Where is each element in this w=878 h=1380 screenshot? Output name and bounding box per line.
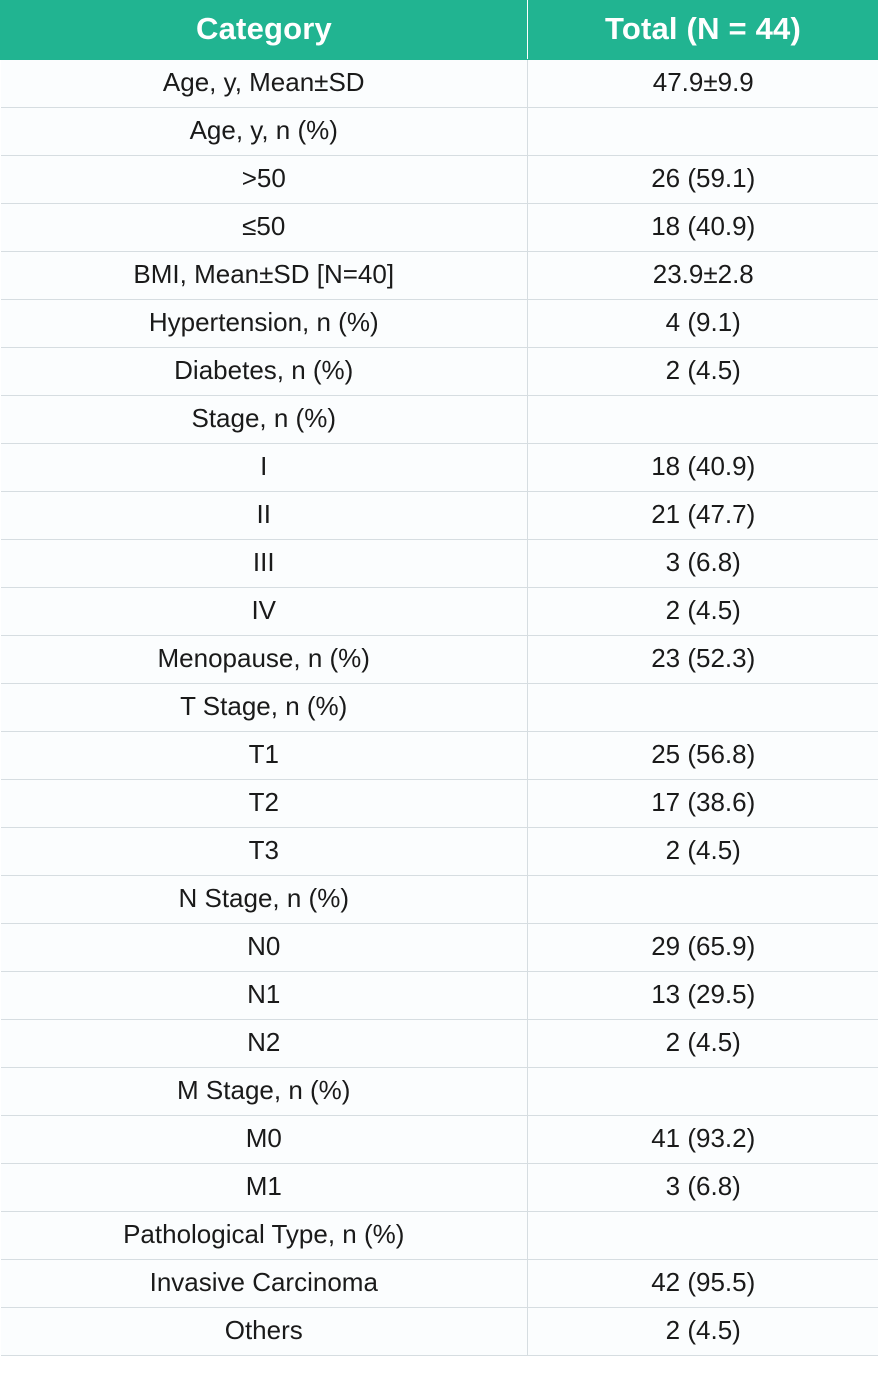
cell-total [528,1212,878,1260]
cell-total: 41 (93.2) [528,1116,878,1164]
cell-total: 2 (4.5) [528,1020,878,1068]
cell-total [528,1068,878,1116]
table-header [1,1,878,60]
table-row [1,204,878,252]
table-row [1,732,878,780]
cell-category: M0 [1,1116,528,1164]
cell-total: 23.9±2.8 [528,252,878,300]
cell-total: 21 (47.7) [528,492,878,540]
cell-total: 2 (4.5) [528,1308,878,1356]
cell-total: 26 (59.1) [528,156,878,204]
cell-category: II [1,492,528,540]
table-row [1,348,878,396]
cell-total: 18 (40.9) [528,204,878,252]
cell-total: 25 (56.8) [528,732,878,780]
cell-total: 2 (4.5) [528,348,878,396]
cell-category: IV [1,588,528,636]
cell-category: M1 [1,1164,528,1212]
cell-category: Menopause, n (%) [1,636,528,684]
cell-category: T Stage, n (%) [1,684,528,732]
table-row [1,828,878,876]
table-row [1,540,878,588]
column-header-category: Category [1,1,528,60]
cell-category: Age, y, Mean±SD [1,60,528,108]
cell-total: 42 (95.5) [528,1260,878,1308]
cell-total: 13 (29.5) [528,972,878,1020]
cell-total: 2 (4.5) [528,588,878,636]
cell-total: 17 (38.6) [528,780,878,828]
cell-category: Age, y, n (%) [1,108,528,156]
table-row [1,1068,878,1116]
cell-category: N1 [1,972,528,1020]
table-row [1,156,878,204]
table-row [1,1212,878,1260]
table-row [1,492,878,540]
cell-total [528,108,878,156]
table-row [1,1020,878,1068]
cell-total: 3 (6.8) [528,1164,878,1212]
cell-total: 2 (4.5) [528,828,878,876]
table-row [1,684,878,732]
table-row [1,396,878,444]
cell-category: T3 [1,828,528,876]
cell-category: N0 [1,924,528,972]
cell-category: Stage, n (%) [1,396,528,444]
cell-total [528,684,878,732]
cell-category: N2 [1,1020,528,1068]
table-row [1,972,878,1020]
table-row [1,444,878,492]
cell-total: 23 (52.3) [528,636,878,684]
table-row [1,60,878,108]
table-body [1,60,878,1356]
cell-category: N Stage, n (%) [1,876,528,924]
table-row [1,924,878,972]
table-row [1,252,878,300]
cell-category: I [1,444,528,492]
cell-total: 29 (65.9) [528,924,878,972]
cell-total: 47.9±9.9 [528,60,878,108]
cell-category: Diabetes, n (%) [1,348,528,396]
cell-category: III [1,540,528,588]
table-row [1,1164,878,1212]
cell-category: T2 [1,780,528,828]
table-row [1,1308,878,1356]
cell-category: ≤50 [1,204,528,252]
table-row [1,108,878,156]
table-row [1,780,878,828]
cell-total: 3 (6.8) [528,540,878,588]
table-row [1,636,878,684]
table-row [1,1116,878,1164]
cell-category: M Stage, n (%) [1,1068,528,1116]
cell-category: Invasive Carcinoma [1,1260,528,1308]
table-row [1,588,878,636]
cell-total [528,396,878,444]
table-row [1,876,878,924]
cell-total: 18 (40.9) [528,444,878,492]
cell-category: Hypertension, n (%) [1,300,528,348]
table-header-row [1,1,878,60]
column-header-total: Total (N = 44) [528,1,878,60]
cell-total [528,876,878,924]
table-row [1,300,878,348]
cell-category: >50 [1,156,528,204]
cell-total: 4 (9.1) [528,300,878,348]
cell-category: Others [1,1308,528,1356]
cell-category: T1 [1,732,528,780]
cell-category: Pathological Type, n (%) [1,1212,528,1260]
table-row [1,1260,878,1308]
cell-category: BMI, Mean±SD [N=40] [1,252,528,300]
